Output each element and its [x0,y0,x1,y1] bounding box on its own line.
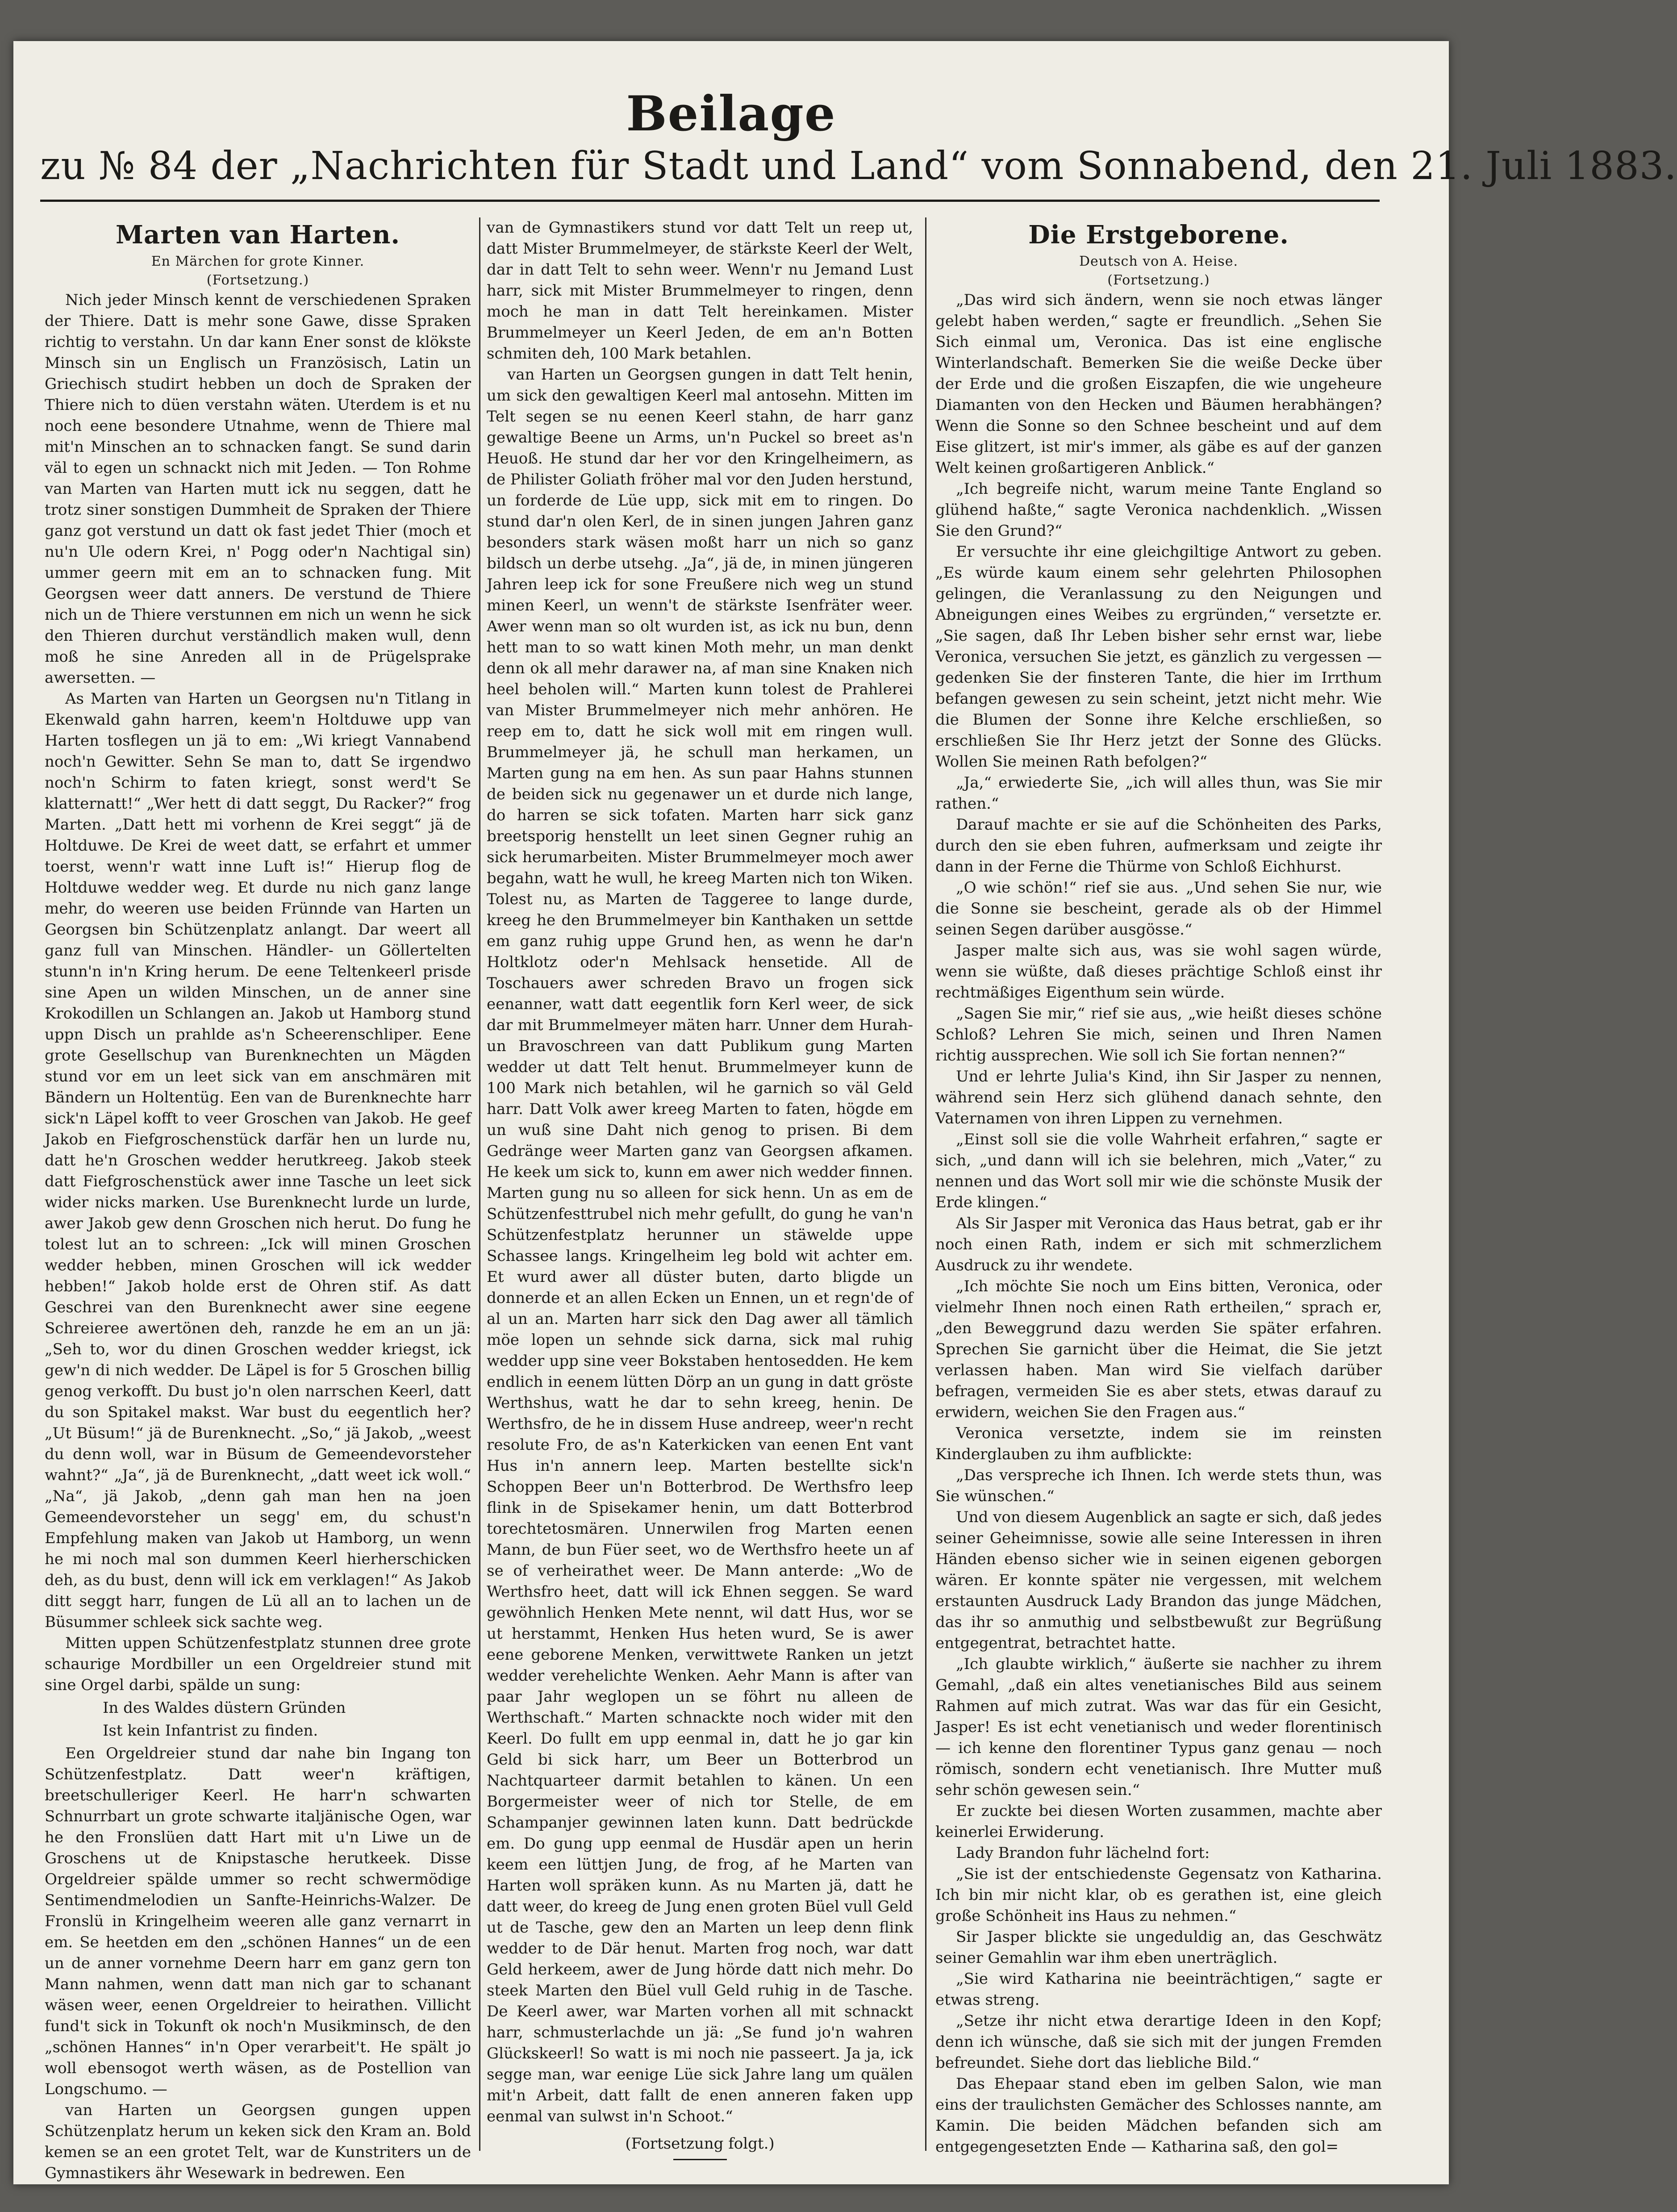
paragraph: „Sie wird Katharina nie beeinträchtigen,“ sagte er etwas streng. [935,1970,1382,2009]
song-verse: In des Waldes düstern Gründen [103,1699,346,1717]
paragraph: Veronica versetzte, indem sie im reinsten Kinderglauben zu ihm aufblickte: [935,1424,1382,1463]
paragraph: Jasper malte sich aus, was sie wohl sagen würde, wenn sie wüßte, daß dieses prächtige Schloß einst ihr rechtmäßiges Eigenthum sein würde. [935,942,1382,1002]
continuation-note: (Fortsetzung folgt.) [625,2135,775,2153]
article-subtitle: En Märchen for grote Kinner. [151,254,365,269]
paragraph: „Das wird sich ändern, wenn sie noch etwas länger gelebt haben werden,“ sagte er freundlich. „Sehen Sie Sich einmal um, Veronica. Das ist eine englische Winterlandschaft. Bemerken Sie die weiße Decke über der Erde und die großen Eiszapfen, die wie ungeheure Diamanten von den Hecken und Bäumen herabhängen? Wenn die Sonne so den Schnee bescheint und auf dem Eise glitzert, ist mir's immer, als gäbe es auf der ganzen Welt keinen großartigeren Anblick.“ [935,291,1382,477]
song-verse: Ist kein Infantrist zu finden. [103,1722,318,1740]
paragraph: Lady Brandon fuhr lächelnd fort: [956,1844,1210,1862]
paragraph: „Einst soll sie die volle Wahrheit erfahren,“ sagte er sich, „und dann will ich sie belehren, mich „Vater,“ zu nennen und das Wort soll mir wie die schönste Musik der Erde klingen.“ [935,1131,1382,1211]
paragraph: Das Ehepaar stand eben im gelben Salon, wie man eins der traulichsten Gemächer des Schlosses nannte, am Kamin. Die beiden Mädchen befanden sich am entgegengesetzten Ende — Katharina saß, den gol= [935,2075,1382,2156]
paragraph: van Harten un Georgsen gungen uppen Schützenplatz herum un keken sick den Kram an. Bold kemen se an een grotet Telt, war de Kunstriters un de Gymnastikers ähr Wesewark in bedrewen. Een [45,2101,471,2182]
column-right [935,217,1382,2156]
paragraph: Nich jeder Minsch kennt de verschiedenen Spraken der Thiere. Datt is mehr sone Gawe, disse Spraken richtig to verstahn. Un dar kann Ener sonst de klökste Minsch sin un Englisch un Französisch, Latin un Griechisch studirt hebben un doch de Spraken der Thiere nich to düen verstahn wäten. Uterdem is et nu noch eene besondere Utnahme, wenn de Thiere mal mit'n Minschen an to schnacken fangt. Se sund darin väl to egen un schnackt nich mit Jeden. — Ton Rohme van Marten van Harten mutt ick nu seggen, datt he trotz siner sonstigen Dummheit de Spraken der Thiere ganz got verstund un datt ok fast jedet Thier (moch et nu'n Ule odern Krei, n' Pogg oder'n Nachtigal sin) ummer geern mit em an to schnacken fung. Mit Georgsen weer datt anners. De verstund de Thiere nich un de Thiere verstunnen em nich un wenn he sick den Thieren durchut verständlich maken wull, denn moß he sine Anreden all in de Prügelsprake awersetten. — [45,291,471,687]
supplement-issue-line: zu № 84 der „Nachrichten für Stadt und Land“ vom Sonnabend, den 21. Juli 1883. [40,144,1677,188]
article-subtitle: Deutsch von A. Heise. [1079,254,1239,269]
newspaper-page [13,41,1677,2184]
paragraph: Sir Jasper blickte sie ungeduldig an, das Geschwätz seiner Gemahlin war ihm eben unerträglich. [935,1928,1382,1967]
column-middle [487,217,913,2151]
header-rule [40,200,1380,202]
paragraph: „Ich begreife nicht, warum meine Tante England so glühend haßte,“ sagte Veronica nachdenklich. „Wissen Sie den Grund?“ [935,480,1382,540]
continuation-note: (Fortsetzung.) [1107,272,1210,288]
paragraph: As Marten van Harten un Georgsen nu'n Titlang in Ekenwald gahn harren, keem'n Holtduwe upp van Harten tosflegen un jä to em: „Wi kriegt Vannabend noch'n Gewitter. Sehn Se man to, datt Se irgendwo noch'n Schirm to faten kriegt, sonst werd't Se klatternatt!“ „Wer hett di datt seggt, Du Racker?“ frog Marten. „Datt hett mi vorhenn de Krei seggt“ jä de Holtduwe. De Krei de weet datt, se erfahrt et ummer toerst, wenn'r watt inne Luft is!“ Hierup flog de Holtduwe wedder weg. Et durde nu nich ganz lange mehr, do weeren use beiden Frünnde van Harten un Georgsen bin Schützenplatz anlangt. Dar weert all ganz full van Minschen. Händler- un Göllertelten stunn'n in'n Kring herum. De eene Teltenkeerl prisde sine Apen un wilden Minschen, un de anner sine Krokodillen un Schlangen an. Jakob ut Hamborg stund uppn Disch un prahlde as'n Scheerenschliper. Eene grote Gesellschup van Burenknechten un Mägden stund vor em un leet sick van em anschmären mit Bändern un Holtentüg. Een van de Burenknechte harr sick'n Läpel kofft to veer Groschen van Jakob. He geef Jakob en Fiefgroschenstück darfär hen un lurde nu, datt he'n Groschen wedder herutkreeg. Jakob steek datt Fiefgroschenstück awer inne Tasche un leet sick wider nicks marken. Use Burenknecht lurde un lurde, awer Jakob gew denn Groschen nich herut. Do fung he tolest lut an to schreen: „Ick will minen Groschen wedder hebben, minen Groschen will ick wedder hebben!“ Jakob holde erst de Ohren stif. As datt Geschrei van den Burenknecht awer sine eegene Schreieree awertönen deh, ranzde he em an un jä: „Seh to, wor du dinen Groschen wedder kriegst, ick gew'n di nich wedder. De Läpel is for 5 Groschen billig genog verkofft. Du bust jo'n olen narrschen Keerl, datt du son Spitakel makst. War bust du eegentlich her? „Ut Büsum!“ jä de Burenknecht. „So,“ jä Jakob, „weest du denn woll, war in Büsum de Gemeendevorsteher wahnt?“ „Ja“, jä de Burenknecht, „datt weet ick woll.“ „Na“, jä Jakob, „denn gah man hen na joen Gemeendevorsteher un segg' em, du schust'n Empfehlung maken van Jakob ut Hamborg, un wenn he mi noch mal son dummen Keerl hierherschicken deh, as du bust, denn will ick em verklagen!“ As Jakob ditt seggt harr, fungen de Lü all an to lachen un de Büsummer schleek sick sachte weg. [45,690,471,1631]
paragraph: van Harten un Georgsen gungen in datt Telt henin, um sick den gewaltigen Keerl mal antosehn. Mitten im Telt segen se nu eenen Keerl stahn, de harr ganz gewaltige Beene un Arms, un'n Puckel so breet as'n Heuoß. He stund dar her vor den Kringelheimern, as de Philister Goliath fröher mal vor den Juden herstund, un forderde de Lüe upp, sick mit em to ringen. Do stund dar'n olen Kerl, de in sinen jungen Jahren ganz besonders stark wäsen moßt harr un nich so ganz bildsch un derbe utsehg. „Ja“, jä de, in minen jüngeren Jahren leep ick for sone Freußere nich weg un stund minen Keerl, un wenn't de stärkste Isenfräter weer. Awer wenn man so olt wurden ist, as ick nu bun, denn hett man to so watt kinen Moth mehr, un man denkt denn ok all mehr darawer na, af man sine Knaken nich heel beholen will.“ Marten kunn tolest de Prahlerei van Mister Brummelmeyer nich mehr anhören. He reep em to, datt he sick woll mit em ringen wull. Brummelmeyer jä, he schull man herkamen, un Marten gung na em hen. As sun paar Hahns stunnen de beiden sick nu gegenawer un et durde nich lange, do harren se sick tofaten. Marten harr sick ganz breetsporig henstellt un leet sinen Gegner ruhig an sick herumarbeiten. Mister Brummelmeyer moch awer begahn, watt he wull, he kreeg Marten nich ton Wiken. Tolest nu, as Marten de Taggeree to lange durde, kreeg he den Brummelmeyer bin Kanthaken un settde em ganz ruhig uppe Grund hen, as wenn he dar'n Holtklotz oder'n Mehlsack hensetide. All de Toschauers awer schreden Bravo un frogen sick eenanner, watt datt eegentlik forn Kerl weer, de sick dar mit Brummelmeyer mäten harr. Unner dem Hurah- un Bravoschreen van datt Publikum gung Marten wedder ut datt Telt henut. Brummelmeyer kunn de 100 Mark nich betahlen, wil he garnich so väl Geld harr. Datt Volk awer kreeg Marten to faten, högde em un wuß sine Daht nich genog to prisen. Bi dem Gedränge weer Marten ganz van Georgsen afkamen. He keek um sick to, kunn em awer nich wedder finnen. Marten gung nu so alleen for sick henn. Un as em de Schützenfesttrubel nich mehr gefullt, do gung he van'n Schützenfestplatz herunner un stäwelde uppe Schassee langs. Kringelheim leg bold wit achter em. Et wurd awer all düster buten, darto bligde un donnerde et an allen Ecken un Ennen, un et regn'de of al un an. Marten harr sick den Dag awer all tämlich möe lopen un sehnde sick darna, sick mal ruhig wedder upp sine veer Bokstaben hentosedden. He kem endlich in eenem lütten Dörp an un gung in datt gröste Werthshus, watt he dar to sehn kreeg, henin. De Werthsfro, de he in dissem Huse andreep, weer'n recht resolute Fro, de as'n Katerkicken van eenen Ent vant Hus in'n annern leep. Marten bestellte sick'n Schoppen Beer un'n Botterbrod. De Werthsfro leep flink in de Spisekamer henin, um datt Botterbrod torechtetosmären. Unnerwilen frog Marten eenen Mann, de bun Füer seet, wo de Werthsfro heete un af se of verheirathet weer. De Mann anterde: „Wo de Werthsfro heet, datt will ick Ehnen seggen. Se ward gewöhnlich Henken Mete nennt, wil datt Hus, wor se ut herstammt, Henken Hus heten wurd, Se is awer eene geborene Menken, verwittwete Ranken un jetzt wedder verehelichte Wenken. Aehr Mann is after van paar Jahr weglopen un se föhrt nu alleen de Werthschaft.“ Marten schnackte noch wider mit den Keerl. Do fullt em upp eenmal in, datt he jo gar kin Geld bi sick harr, um Beer un Botterbrod un Nachtquarteer darmit betahlen to känen. Un een Borgermeister weer of nich tor Stelle, de em Schampanjer gewinnen laten kunn. Datt bedrückde em. Do gung upp eenmal de Husdär apen un herin keem een lüttjen Jung, de frog, af he Marten van Harten woll spräken kunn. As nu Marten jä, datt he datt weer, do kreeg de Jung enen groten Büel vull Geld ut de Tasche, gew den an Marten un leep denn flink wedder to de Där henut. Marten frog noch, war datt Geld herkeem, awer de Jung hörde datt nich mehr. Do steek Marten den Büel vull Geld ruhig in de Tasche. De Keerl awer, war Marten vorhen all mit schnackt harr, schmusterlachde un jä: „Se fund jo'n wahren Glückskeerl! So watt is mi noch nie passeert. Ja ja, ick segge man, war eenige Lüe sick Jahre lang um quälen mit'n Arbeit, datt fallt de enen anneren faken upp eenmal van sulwst in'n Schoot.“ [487,366,913,2125]
paragraph: „Sie ist der entschiedenste Gegensatz von Katharina. Ich bin mir nicht klar, ob es gerathen ist, eine gleich große Schönheit ins Haus zu nehmen.“ [935,1865,1382,1925]
paragraph: Darauf machte er sie auf die Schönheiten des Parks, durch den sie eben fuhren, aufmerksam und zeigte ihr dann in der Ferne die Thürme von Schloß Eichhurst. [935,816,1382,876]
paragraph: „Sagen Sie mir,“ rief sie aus, „wie heißt dieses schöne Schloß? Lehren Sie mich, seinen und Ihren Namen richtig aussprechen. Wie soll ich Sie fortan nennen?“ [935,1005,1382,1064]
paragraph: Als Sir Jasper mit Veronica das Haus betrat, gab er ihr noch einen Rath, indem er sich mit schmerzlichem Ausdruck zu ihr wendete. [935,1215,1382,1274]
paragraph: „O wie schön!“ rief sie aus. „Und sehen Sie nur, wie die Sonne sie bescheint, gerade als ob der Himmel seinen Segen darüber ausgösse.“ [935,879,1382,939]
paragraph: Und er lehrte Julia's Kind, ihn Sir Jasper zu nennen, während sein Herz sich glühend danach sehnte, den Vaternamen von ihren Lippen zu vernehmen. [935,1068,1382,1127]
paragraph: „Ja,“ erwiederte Sie, „ich will alles thun, was Sie mir rathen.“ [935,774,1382,813]
column-left [45,217,471,2182]
paragraph: „Setze ihr nicht etwa derartige Ideen in den Kopf; denn ich wünsche, daß sie sich mit der jungen Fremden befreundet. Siehe dort das liebliche Bild.“ [935,2012,1382,2072]
article-title: Marten van Harten. [116,220,400,250]
paragraph: Und von diesem Augenblick an sagte er sich, daß jedes seiner Geheimnisse, sowie alle seine Interessen in ihren Händen ebenso sicher wie in seinen eigenen geborgen wären. Er konnte später nie vergessen, mit welchem erstaunten Ausdruck Lady Brandon das junge Mädchen, das ihr so anmuthig und selbstbewußt zur Begrüßung entgegentrat, betrachtet hatte. [935,1508,1382,1652]
column-divider [925,217,926,2151]
paragraph: Er zuckte bei diesen Worten zusammen, machte aber keinerlei Erwiderung. [935,1802,1382,1841]
paragraph: „Ich glaubte wirklich,“ äußerte sie nachher zu ihrem Gemahl, „daß ein altes venetianisches Bild aus seinem Rahmen auf mich zutrat. Was war das für ein Gesicht, Jasper! Es ist echt venetianisch und weder florentinisch — ich kenne den florentiner Typus ganz genau — noch römisch, sondern echt venetianisch. Ihre Mutter muß sehr schön gewesen sein.“ [935,1655,1382,1799]
paragraph: Een Orgeldreier stund dar nahe bin Ingang ton Schützenfestplatz. Datt weer'n kräftigen, breetschulleriger Keerl. He harr'n schwarten Schnurrbart un grote schwarte italjänische Ogen, war he den Fronslüen datt Hart mit u'n Liwe un de Groschens ut de Knipstasche herutkeek. Disse Orgeldreier spälde ummer so recht schwermödige Sentimendmelodien un Sanfte-Heinrichs-Walzer. De Fronslü in Kringelheim weeren alle ganz vernarrt in em. Se heetden em den „schönen Hannes“ un de een un de anner vornehme Deern harr em ganz gern ton Mann nahmen, wenn datt man nich gar to schanant wäsen weer, eenen Orgeldreier to heirathen. Villicht fund't sick in Tokunft ok noch'n Musikminsch, de den „schönen Hannes“ in'n Oper verarbeit't. He spält jo woll ebensogot werth wäsen, as de Postellion van Longschumo. — [45,1745,471,2098]
paragraph: van de Gymnastikers stund vor datt Telt un reep ut, datt Mister Brummelmeyer, de stärkste Keerl der Welt, dar in datt Telt to sehn weer. Wenn'r nu Jemand Lust harr, sick mit Mister Brummelmeyer to ringen, denn moch he man in datt Telt hereinkamen. Mister Brummelmeyer un Keerl Jeden, de em an'n Botten schmiten deh, 100 Mark betahlen. [487,219,913,363]
continuation-note: (Fortsetzung.) [206,272,309,288]
supplement-title: Beilage [626,86,836,142]
article-title: Die Erstgeborene. [1028,220,1289,250]
paragraph: Mitten uppen Schützenfestplatz stunnen dree grote schaurige Mordbiller un een Orgeldreier stund mit sine Orgel darbi, spälde un sung: [45,1634,471,1694]
paragraph: „Das verspreche ich Ihnen. Ich werde stets thun, was Sie wünschen.“ [935,1466,1382,1505]
paragraph: Er versuchte ihr eine gleichgiltige Antwort zu geben. „Es würde kaum einem sehr gelehrten Philosophen gelingen, die Veranlassung zu den Neigungen und Abneigungen eines Weibes zu ergründen,“ versetzte er. „Sie sagen, daß Ihr Leben bisher sehr ernst war, liebe Veronica, versuchen Sie jetzt, es gänzlich zu vergessen — gedenken Sie der finsteren Tante, die hier im Irrthum befangen gewesen zu sein scheint, jetzt nicht mehr. Wie die Blumen der Sonne ihre Kelche erschließen, so erschließen Sie Ihr Herz jetzt der Sonne des Glücks. Wollen Sie meinen Rath befolgen?“ [935,543,1382,771]
paragraph: „Ich möchte Sie noch um Eins bitten, Veronica, oder vielmehr Ihnen noch einen Rath ertheilen,“ sprach er, „den Beweggrund dazu werden Sie später erfahren. Sprechen Sie garnicht über die Heimat, die Sie jetzt verlassen haben. Man wird Sie vielfach darüber befragen, vermeiden Sie es aber stets, etwas darauf zu erwidern, weichen Sie den Fragen aus.“ [935,1277,1382,1421]
end-rule [673,2159,727,2160]
column-divider [479,217,480,2151]
